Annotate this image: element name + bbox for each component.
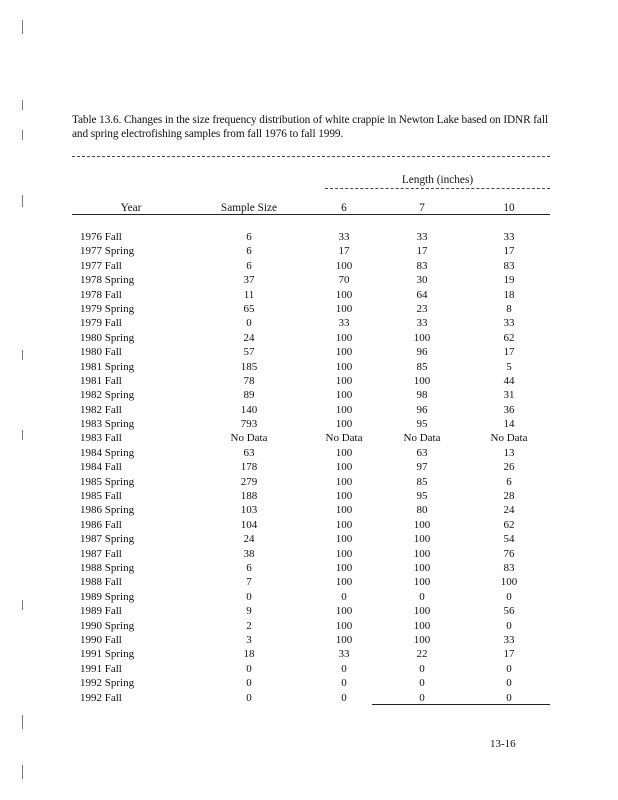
length-10-cell: 8 <box>506 302 512 315</box>
length-7-cell: 22 <box>416 648 428 661</box>
table-row <box>0 676 618 690</box>
length-7-cell: 33 <box>416 231 428 243</box>
length-10-cell: 83 <box>503 259 515 272</box>
sample-size-cell: 140 <box>240 403 258 416</box>
table-body <box>0 230 618 705</box>
year-cell: 1986 Spring <box>80 504 135 517</box>
length-10-cell: 54 <box>503 533 515 546</box>
year-cell: 1990 Spring <box>80 619 135 632</box>
table-row <box>0 647 618 661</box>
length-6-cell: 100 <box>335 561 353 574</box>
length-10-cell: 0 <box>506 677 512 690</box>
table-row <box>0 331 618 345</box>
year-cell: 1987 Spring <box>80 533 135 546</box>
sample-size-column-header: Sample Size <box>220 202 278 214</box>
year-cell: 1985 Fall <box>80 490 122 503</box>
sample-size-cell: 188 <box>240 490 258 503</box>
length-6-cell: 100 <box>335 605 353 618</box>
table-row <box>0 604 618 618</box>
table-row <box>0 288 618 302</box>
length-7-cell: 100 <box>413 533 431 546</box>
year-cell: 1988 Spring <box>80 561 135 574</box>
length-10-cell: 19 <box>503 274 515 287</box>
year-cell: 1983 Spring <box>80 418 135 431</box>
table-row <box>0 547 618 561</box>
length-10-cell: 28 <box>503 490 515 503</box>
length-6-cell: 100 <box>335 374 353 387</box>
year-cell: 1980 Spring <box>80 331 135 344</box>
sample-size-cell: 0 <box>246 691 252 704</box>
year-cell: 1985 Spring <box>80 475 135 488</box>
sample-size-cell: 78 <box>243 374 255 387</box>
table-row <box>0 417 618 431</box>
table-row <box>0 561 618 575</box>
length-10-cell: 33 <box>503 317 515 330</box>
table-row <box>0 475 618 489</box>
year-cell: 1976 Fall <box>80 231 122 243</box>
length-group-header: Length (inches) <box>401 174 474 186</box>
length-7-cell: 0 <box>419 691 425 704</box>
length-6-cell: 100 <box>335 504 353 517</box>
length-6-cell: 100 <box>335 633 353 646</box>
table-row <box>0 374 618 388</box>
length-10-cell: 31 <box>503 389 515 402</box>
sample-size-cell: 104 <box>240 518 258 531</box>
top-rule <box>72 156 550 157</box>
table-row <box>0 489 618 503</box>
table-row <box>0 619 618 633</box>
length-6-cell: 100 <box>335 518 353 531</box>
length-10-cell: 0 <box>506 619 512 632</box>
sample-size-cell: 3 <box>246 633 252 646</box>
length-7-cell: 0 <box>419 662 425 675</box>
year-cell: 1984 Fall <box>80 461 122 474</box>
table-row <box>0 273 618 287</box>
length-6-cell: 100 <box>335 331 353 344</box>
length-6-cell: 100 <box>335 475 353 488</box>
length-7-cell: 64 <box>416 288 428 301</box>
table-row <box>0 230 618 244</box>
length-6-cell: 100 <box>335 576 353 589</box>
length-10-cell: 100 <box>500 576 518 589</box>
year-cell: 1991 Spring <box>80 648 135 661</box>
length-7-cell: 97 <box>416 461 428 474</box>
length-6-cell: 33 <box>338 317 350 330</box>
sample-size-cell: 0 <box>246 662 252 675</box>
length-7-cell: 100 <box>413 576 431 589</box>
table-row <box>0 575 618 589</box>
table-row <box>0 691 618 705</box>
length-6-cell: 17 <box>338 245 350 258</box>
sample-size-cell: 185 <box>240 360 258 373</box>
length-6-cell: 0 <box>341 677 347 690</box>
length-7-cell: 100 <box>413 633 431 646</box>
length-10-cell: 83 <box>503 561 515 574</box>
year-cell: 1978 Fall <box>80 288 122 301</box>
length-6-cell: 100 <box>335 533 353 546</box>
year-cell: 1980 Fall <box>80 346 122 359</box>
length-7-cell: 100 <box>413 518 431 531</box>
length-6-cell: 70 <box>338 274 350 287</box>
length-6-cell: 100 <box>335 461 353 474</box>
length-6-cell: 0 <box>341 662 347 675</box>
length-6-cell: 100 <box>335 403 353 416</box>
table-row <box>0 360 618 374</box>
length-6-cell: 100 <box>335 302 353 315</box>
year-cell: 1979 Fall <box>80 317 122 330</box>
sample-size-cell: 89 <box>243 389 255 402</box>
length-10-cell: 36 <box>503 403 515 416</box>
sample-size-cell: 2 <box>246 619 252 632</box>
length-10-column-header: 10 <box>503 202 515 214</box>
year-cell: 1992 Spring <box>80 677 135 690</box>
table-row <box>0 302 618 316</box>
length-10-cell: 17 <box>503 346 515 359</box>
length-10-cell: 18 <box>503 288 515 301</box>
length-7-cell: 95 <box>416 418 428 431</box>
length-6-cell: 33 <box>338 648 350 661</box>
year-cell: 1987 Fall <box>80 547 122 560</box>
length-10-cell: 62 <box>503 331 515 344</box>
length-7-cell: 96 <box>416 346 428 359</box>
length-7-cell: 100 <box>413 547 431 560</box>
length-group-rule <box>325 188 550 189</box>
table-row <box>0 446 618 460</box>
year-cell: 1986 Fall <box>80 518 122 531</box>
sample-size-cell: 65 <box>243 302 255 315</box>
sample-size-cell: 24 <box>243 331 255 344</box>
length-6-cell: 0 <box>341 691 347 704</box>
length-6-cell: No Data <box>325 432 363 445</box>
length-7-cell: 0 <box>419 677 425 690</box>
header-rule <box>72 214 550 215</box>
sample-size-cell: 6 <box>246 259 252 272</box>
length-7-cell: 100 <box>413 605 431 618</box>
sample-size-cell: 7 <box>246 576 252 589</box>
sample-size-cell: 9 <box>246 605 252 618</box>
sample-size-cell: 11 <box>243 288 255 301</box>
length-10-cell: 76 <box>503 547 515 560</box>
length-6-cell: 100 <box>335 547 353 560</box>
year-cell: 1988 Fall <box>80 576 122 589</box>
length-6-cell: 33 <box>338 231 350 243</box>
table-row <box>0 403 618 417</box>
length-7-cell: 96 <box>416 403 428 416</box>
length-7-cell: 17 <box>416 245 428 258</box>
length-7-cell: 0 <box>419 590 425 603</box>
sample-size-cell: 279 <box>240 475 258 488</box>
length-6-cell: 100 <box>335 418 353 431</box>
year-cell: 1982 Spring <box>80 389 135 402</box>
length-7-cell: 100 <box>413 619 431 632</box>
length-10-cell: 17 <box>503 245 515 258</box>
length-7-cell: No Data <box>403 432 441 445</box>
length-10-cell: 17 <box>503 648 515 661</box>
sample-size-cell: No Data <box>230 432 268 445</box>
year-cell: 1981 Fall <box>80 374 122 387</box>
year-cell: 1992 Fall <box>80 691 122 704</box>
length-10-cell: 6 <box>506 475 512 488</box>
length-6-cell: 100 <box>335 619 353 632</box>
sample-size-cell: 6 <box>246 245 252 258</box>
year-cell: 1978 Spring <box>80 274 135 287</box>
sample-size-cell: 63 <box>243 446 255 459</box>
year-cell: 1991 Fall <box>80 662 122 675</box>
year-cell: 1983 Fall <box>80 432 122 445</box>
sample-size-cell: 6 <box>246 231 252 243</box>
year-column-header: Year <box>120 202 142 214</box>
table-caption: Table 13.6. Changes in the size frequency distribution of white crappie in Newton Lake based on IDNR fall and spring electrofishing samples from fall 1976 to fall 1999. <box>72 114 548 140</box>
sample-size-cell: 38 <box>243 547 255 560</box>
length-7-cell: 95 <box>416 490 428 503</box>
sample-size-cell: 24 <box>243 533 255 546</box>
year-cell: 1979 Spring <box>80 302 135 315</box>
table-row <box>0 633 618 647</box>
table-row <box>0 259 618 273</box>
year-cell: 1989 Spring <box>80 590 135 603</box>
sample-size-cell: 103 <box>240 504 258 517</box>
length-10-cell: 0 <box>506 590 512 603</box>
length-7-cell: 83 <box>416 259 428 272</box>
length-7-cell: 100 <box>413 561 431 574</box>
length-7-cell: 85 <box>416 360 428 373</box>
length-10-cell: 33 <box>503 633 515 646</box>
length-7-cell: 30 <box>416 274 428 287</box>
length-10-cell: 44 <box>503 374 515 387</box>
length-6-cell: 100 <box>335 346 353 359</box>
table-row <box>0 503 618 517</box>
length-7-cell: 63 <box>416 446 428 459</box>
length-10-cell: 13 <box>503 446 515 459</box>
length-7-cell: 33 <box>416 317 428 330</box>
length-10-cell: 5 <box>506 360 512 373</box>
sample-size-cell: 37 <box>243 274 255 287</box>
length-10-cell: 14 <box>503 418 515 431</box>
table-row <box>0 388 618 402</box>
length-7-cell: 100 <box>413 331 431 344</box>
table-row <box>0 532 618 546</box>
year-cell: 1977 Fall <box>80 259 122 272</box>
sample-size-cell: 0 <box>246 677 252 690</box>
length-7-cell: 100 <box>413 374 431 387</box>
table-row <box>0 244 618 258</box>
length-7-column-header: 7 <box>419 202 425 214</box>
sample-size-cell: 0 <box>246 590 252 603</box>
sample-size-cell: 793 <box>240 418 258 431</box>
year-cell: 1989 Fall <box>80 605 122 618</box>
table-row <box>0 460 618 474</box>
year-cell: 1982 Fall <box>80 403 122 416</box>
length-10-cell: 56 <box>503 605 515 618</box>
length-10-cell: No Data <box>490 432 528 445</box>
length-6-cell: 100 <box>335 490 353 503</box>
year-cell: 1981 Spring <box>80 360 135 373</box>
year-cell: 1977 Spring <box>80 245 135 258</box>
length-6-cell: 100 <box>335 389 353 402</box>
length-6-column-header: 6 <box>341 202 347 214</box>
length-10-cell: 26 <box>503 461 515 474</box>
table-row <box>0 662 618 676</box>
table-row <box>0 518 618 532</box>
length-7-cell: 80 <box>416 504 428 517</box>
table-row <box>0 431 618 445</box>
length-10-cell: 0 <box>506 691 512 704</box>
length-6-cell: 0 <box>341 590 347 603</box>
length-10-cell: 24 <box>503 504 515 517</box>
sample-size-cell: 57 <box>243 346 255 359</box>
year-cell: 1984 Spring <box>80 446 135 459</box>
table-row <box>0 316 618 330</box>
length-6-cell: 100 <box>335 288 353 301</box>
length-6-cell: 100 <box>335 360 353 373</box>
length-6-cell: 100 <box>335 259 353 272</box>
page-number: 13-16 <box>490 738 516 750</box>
year-cell: 1990 Fall <box>80 633 122 646</box>
sample-size-cell: 0 <box>246 317 252 330</box>
bottom-rule <box>372 704 550 705</box>
sample-size-cell: 6 <box>246 561 252 574</box>
length-7-cell: 85 <box>416 475 428 488</box>
table-row <box>0 590 618 604</box>
length-10-cell: 33 <box>503 231 515 243</box>
length-10-cell: 62 <box>503 518 515 531</box>
length-6-cell: 100 <box>335 446 353 459</box>
table-row <box>0 345 618 359</box>
sample-size-cell: 178 <box>240 461 258 474</box>
length-7-cell: 98 <box>416 389 428 402</box>
length-7-cell: 23 <box>416 302 428 315</box>
length-10-cell: 0 <box>506 662 512 675</box>
sample-size-cell: 18 <box>243 648 255 661</box>
